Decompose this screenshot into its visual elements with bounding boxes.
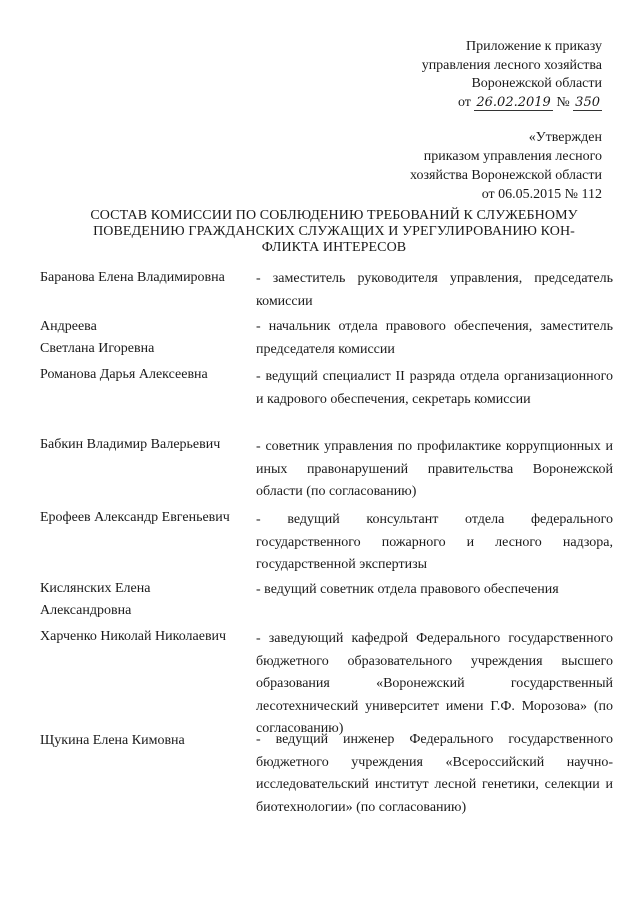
member-name-line: Баранова Елена Владимировна <box>40 270 225 285</box>
number-prefix: № <box>556 94 570 110</box>
date-prefix: от <box>457 94 471 110</box>
member-name-line: Андреева <box>40 319 97 334</box>
member-role: - советник управления по профилактике коррупционных и иных правонарушений правительства Воронежской области (по согласованию) <box>256 439 613 499</box>
member-role: - ведущий специалист II разряда отдела организационного и кадрового обеспечения, секретарь комиссии <box>256 369 613 407</box>
approval-line: от 06.05.2015 № 112 <box>481 187 602 202</box>
appendix-line: Воронежской области <box>471 76 602 91</box>
member-name <box>40 507 245 529</box>
title-line: ПОВЕДЕНИЮ ГРАЖДАНСКИХ СЛУЖАЩИХ И УРЕГУЛИРОВАНИЮ КОН- <box>93 224 575 239</box>
member-role: - заведующий кафедрой Федерального государственного бюджетного образовательного учреждения высшего образования «Воронежский государственный лесотехнический университет имени Г.Ф. Морозова» (по согласованию) <box>256 631 613 736</box>
member-role: - ведущий советник отдела правового обеспечения <box>256 582 559 597</box>
member-name <box>40 730 245 752</box>
title-line: СОСТАВ КОМИССИИ ПО СОБЛЮДЕНИЮ ТРЕБОВАНИЙ К СЛУЖЕБНОМУ <box>90 208 578 223</box>
member-name <box>40 626 245 648</box>
member-name <box>40 578 245 622</box>
member-name <box>40 316 245 360</box>
member-name-line: Щукина Елена Кимовна <box>40 733 185 748</box>
title-line: ФЛИКТА ИНТЕРЕСОВ <box>261 240 407 255</box>
member-role: - ведущий инженер Федерального государственного бюджетного учреждения «Всероссийский научно-исследовательский институт лесной генетики, селекции и биотехнологии» (по согласованию) <box>256 732 613 815</box>
member-name <box>40 267 245 289</box>
approval-line: приказом управления лесного <box>423 149 602 164</box>
approval-line: «Утвержден <box>528 130 602 145</box>
member-name-line: Кислянских Елена <box>40 581 151 596</box>
member-name-line: Харченко Николай Николаевич <box>40 629 227 644</box>
member-name-line: Светлана Игоревна <box>40 341 155 356</box>
member-name-line: Бабкин Владимир Валерьевич <box>40 437 221 452</box>
appendix-line: управления лесного хозяйства <box>421 57 602 73</box>
appendix-header <box>380 38 602 112</box>
member-name <box>40 434 245 456</box>
appendix-date-line <box>380 94 602 113</box>
member-name-line: Романова Дарья Алексеевна <box>40 367 208 382</box>
handwritten-number: 350 <box>575 94 600 110</box>
member-name-line: Ерофеев Александр Евгеньевич <box>40 510 230 525</box>
document-title <box>70 208 598 256</box>
appendix-line: Приложение к приказу <box>466 39 602 54</box>
member-role: - ведущий консультант отдела федерального государственного пожарного и лесного надзора, государственной экспертизы <box>256 512 613 572</box>
approval-line: хозяйства Воронежской области <box>410 168 602 183</box>
member-role: - начальник отдела правового обеспечения, заместитель председателя комиссии <box>256 319 613 357</box>
member-name-line: Александровна <box>40 603 132 618</box>
member-role: - заместитель руководителя управления, председатель комиссии <box>256 271 613 309</box>
handwritten-date: 26.02.2019 <box>476 94 551 110</box>
approval-block <box>360 128 602 204</box>
member-name <box>40 364 245 386</box>
